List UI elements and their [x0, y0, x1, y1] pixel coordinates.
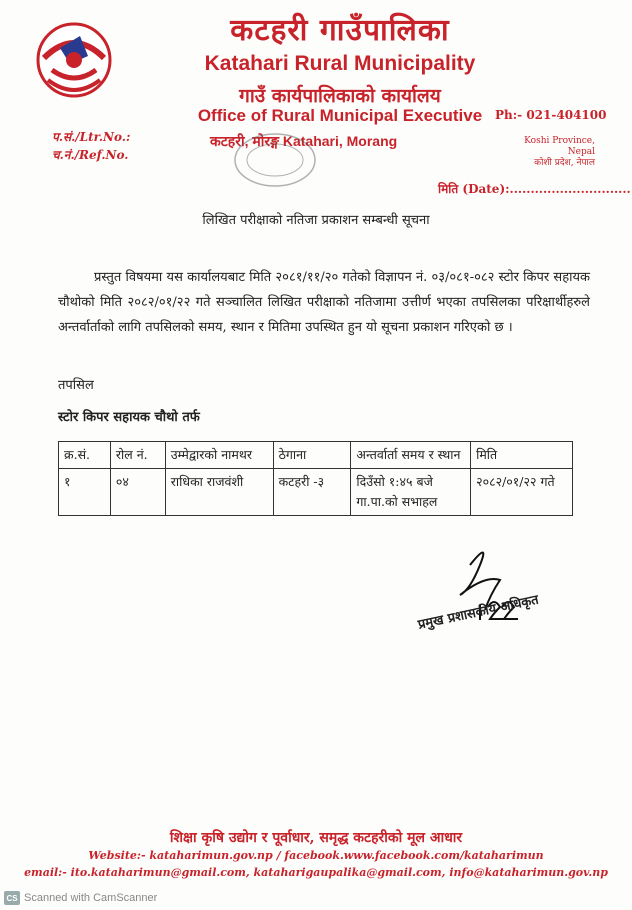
province-block [505, 136, 595, 169]
footer-email: email:- ito.kataharimun@gmail.com, katahari‍gaupalika@gmail.com, info@kataharimun.gov.np [24, 866, 608, 879]
table-row [59, 469, 573, 516]
header-roll: रोल नं. [110, 442, 165, 469]
header-address: ठेगाना [273, 442, 351, 469]
province-np: कोशी प्रदेश, नेपाल [534, 158, 595, 168]
cell-address: कटहरी -३ [273, 469, 351, 516]
footer-motto: शिक्षा कृषि उद्योग र पूर्वाधार, समृद्ध कटहरीको मूल आधार [169, 830, 463, 846]
province-en: Koshi Province, Nepal [524, 136, 595, 157]
scanner-label: Scanned with CamScanner [24, 892, 158, 904]
municipality-name-en: Katahari Rural Municipality [204, 52, 476, 75]
nepal-emblem-icon [30, 18, 118, 108]
date-field: मिति (Date):............................. [438, 182, 631, 196]
cell-roll: ०४ [110, 469, 165, 516]
signatory-title: प्रमुख प्रशासकीय अधिकृत [416, 592, 541, 633]
header-date: मिति [471, 442, 573, 469]
notice-paragraph: प्रस्तुत विषयमा यस कार्यालयबाट मिति २०८१/११/२० गतेको विज्ञापन नं. ०३/०८१-०८२ स्टोर किपर सहायक चौथोको मिति २०८२/०१/२२ गते सञ्चालित लिखित परीक्षाको नतिजामा उत्तीर्ण भएका तपसिलका परिक्षार्थीहरुले अन्तर्वार्ताको लागि तपसिलको समय, स्थान र मितिमा उपस्थित हुन यो सूचना प्रकाशन गरिएको छ । [58, 270, 590, 335]
cell-date: २०८२/०१/२२ गते [471, 469, 573, 516]
reference-number-label: च.नं./Ref.No. [52, 148, 129, 162]
office-name-en: Office of Rural Municipal Executive [197, 106, 483, 125]
notice-subject: लिखित परीक्षाको नतिजा प्रकाशन सम्बन्धी सूचना [202, 213, 430, 228]
letter-number-label: प.सं./Ltr.No.: [52, 130, 131, 144]
office-stamp-icon [230, 130, 320, 190]
office-address: कटहरी, मोरङ्ग Katahari, Morang [210, 133, 398, 149]
header-candidate-name: उम्मेद्वारको नामथर [165, 442, 273, 469]
header-interview-time-place: अन्तर्वार्ता समय र स्थान [351, 442, 471, 469]
cell-candidate-name: राधिका राजवंशी [165, 469, 273, 516]
camscanner-logo-icon: CS [4, 891, 20, 905]
results-table [58, 441, 573, 516]
scanner-watermark [4, 891, 157, 905]
reference-block [52, 128, 130, 164]
footer-website: Website:- kataharimun.gov.np / facebook.www.facebook.com/kataharimun [88, 849, 544, 862]
municipality-name-np: कटहरी गाउँपालिका [230, 13, 450, 48]
cell-serial: १ [59, 469, 111, 516]
header-serial: क्र.सं. [59, 442, 111, 469]
cell-interview-time-place: दिउँसो १:४५ बजे गा.पा.को सभाहल [351, 469, 471, 516]
details-label: तपसिल [58, 378, 94, 393]
table-header-row [59, 442, 573, 469]
phone-number: Ph:- 021-404100 [495, 108, 607, 122]
office-name-np: गाउँ कार्यपालिकाको कार्यालय [239, 85, 441, 107]
post-heading: स्टोर किपर सहायक चौथो तर्फ [58, 410, 200, 425]
